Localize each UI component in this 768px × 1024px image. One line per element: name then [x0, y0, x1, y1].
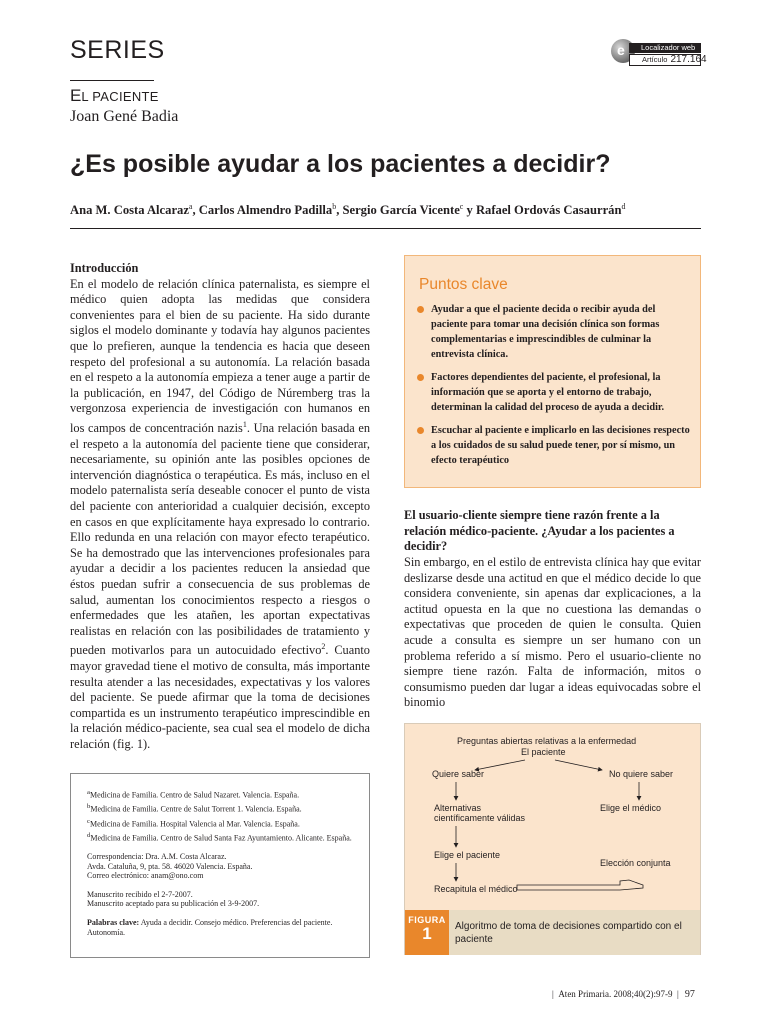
node-not-wants-to-know: No quiere saber [609, 769, 674, 779]
e-globe-icon: e [611, 39, 635, 63]
author-name: Ana M. Costa Alcaraz [70, 203, 189, 218]
web-locator[interactable] [611, 39, 707, 67]
author-name: Sergio García Vicente [342, 203, 460, 218]
page-footer [552, 989, 695, 1000]
footer-separator: | [552, 989, 559, 999]
node-alternatives-2: científicamente válidas [434, 813, 526, 823]
bullet-dot-icon [417, 427, 424, 434]
node-patient: El paciente [521, 747, 566, 757]
article-title: ¿Es posible ayudar a los pacientes a decidir? [70, 150, 611, 178]
affiliation-item [87, 817, 359, 829]
author-separator: , [336, 203, 343, 218]
locator-label: Localizador web [629, 43, 701, 53]
node-wants-to-know: Quiere saber [432, 769, 485, 779]
figure-tag [405, 910, 449, 955]
node-joint-choice: Elección conjunta [600, 858, 671, 868]
node-open-questions: Preguntas abiertas relativas a la enfermedad [457, 736, 637, 746]
key-points-title: Puntos clave [419, 276, 508, 293]
section-editor: Joan Gené Badia [70, 108, 179, 125]
node-doctor-recaps: Recapitula el médico [434, 884, 518, 894]
page-number: 97 [684, 989, 695, 1000]
spacer [87, 911, 359, 918]
key-point-item [417, 370, 692, 415]
reference-mark: 2 [321, 642, 326, 652]
author-affiliation-mark: d [621, 202, 626, 211]
address-line: Avda. Cataluña, 9, pta. 58. 46020 Valencia. España. [87, 861, 253, 871]
section-name [70, 86, 159, 106]
journal-citation: Aten Primaria. 2008;40(2):97-9 [558, 989, 673, 999]
key-point-text: Ayudar a que el paciente decida o recibir ayuda del paciente para tomar una decisión clínica son formas complementarias e imprescindibles de culminar la entrevista clínica. [431, 304, 660, 360]
key-point-text: Escuchar al paciente e implicarlo en las decisiones respecto a los cuidados de su salud puede tener, por sí mismo, un efecto terapéutico [431, 425, 690, 466]
affiliation-text: Medicina de Familia. Centre de Salut Torrent 1. Valencia. España. [90, 804, 302, 814]
section-heading: Introducción [70, 261, 139, 275]
author-affiliation-mark: a [188, 202, 193, 211]
double-arrow-icon [517, 880, 643, 890]
key-point-item [417, 423, 692, 468]
affiliation-item [87, 831, 359, 843]
article-number: 217.164 [670, 54, 707, 65]
key-point-item [417, 302, 692, 362]
bullet-dot-icon [417, 374, 424, 381]
figure-label: FIGURA [408, 915, 446, 925]
paragraph-text: En el modelo de relación clínica paternalista, es siempre el médico quien adopta las medidas que considera convenientes para el bien de su paciente. Ha sido durante siglos el modelo dominante y todavía hay algunos pacientes que lo prefieren, aunque la tendencia es hacia que deseen respeto del profesional a su autonomía. La relación basada en el respeto a la autonomía empieza a tener auge a partir de la publicación, en 1947, del Código de Núremberg tras la vergonzosa experiencia de investigación con humanos en los campos de concentración nazis [70, 276, 370, 436]
author-name: Carlos Almendro Padilla [198, 203, 333, 218]
figure-1 [404, 723, 701, 955]
affiliation-text: Medicina de Familia. Hospital Valencia al Mar. Valencia. España. [89, 819, 300, 829]
keywords-label: Palabras clave: [87, 917, 140, 927]
affiliation-text: Medicina de Familia. Centro de Salud Nazaret. Valencia. España. [89, 790, 300, 800]
keywords-line [87, 918, 359, 937]
author-separator: y [463, 203, 476, 218]
title-divider [70, 228, 701, 229]
figure-number: 1 [422, 924, 432, 943]
affiliation-mark: a [87, 789, 90, 796]
email-line[interactable]: Correo electrónico: anam@ono.com [87, 871, 204, 881]
node-patient-chooses: Elige el paciente [434, 850, 501, 860]
footer-separator: | [672, 989, 679, 999]
decision-flowchart [405, 724, 700, 910]
affiliation-mark: d [87, 831, 91, 839]
key-point-text: Factores dependientes del paciente, el profesional, la información que se aporta y el entorno de trabajo, determinan la calidad del proceso de ayuda a decidir. [431, 372, 665, 413]
key-points-list [417, 302, 692, 476]
keywords-text: Ayuda a decidir. Consejo médico. Preferencias del paciente. Autonomía. [87, 917, 333, 937]
introduction-section [70, 261, 370, 753]
section-rest: L PACIENTE [81, 89, 159, 104]
figure-caption-bar [405, 910, 700, 955]
paragraph-text: . Cuanto mayor gravedad tiene el motivo de consulta, más importante resulta atender a las necesidades, expectativas y los valores del paciente. Se puede afirmar que la toma de decisiones compartida es un instrumento terapéutico imprescindible en la relación médico-paciente, sea cual sea el modelo de dicha relación (fig. 1). [70, 643, 370, 752]
correspondence-line: Correspondencia: Dra. A.M. Costa Alcaraz. [87, 852, 227, 861]
affiliation-text: Medicina de Familia. Centro de Salud Santa Faz Ayuntamiento. Alicante. España. [90, 833, 352, 843]
series-label: SERIES [70, 36, 165, 64]
section-initial: E [70, 86, 82, 105]
key-points-box [404, 255, 701, 488]
accepted-date: Manuscrito aceptado para su publicación el 3-9-2007. [87, 899, 260, 909]
affiliation-mark: c [87, 817, 90, 825]
article-label: Artículo [642, 55, 668, 64]
affiliation-item [87, 802, 359, 814]
subsection-heading: El usuario-cliente siempre tiene razón frente a la relación médico-paciente. ¿Ayudar a los pacientes a decidir? [404, 508, 675, 554]
reference-mark: 1 [242, 419, 247, 429]
locator-article [629, 54, 707, 66]
received-date: Manuscrito recibido el 2-7-2007. [87, 889, 193, 899]
edge-arrow [555, 760, 602, 770]
bullet-dot-icon [417, 306, 424, 313]
author-name: Rafael Ordovás Casaurrán [475, 203, 622, 218]
paragraph-text: Sin embargo, en el estilo de entrevista clínica hay que evitar deslizarse desde una actitud en que el médico decide lo que considera conveniente, sin apenas dar explicaciones, a la actitud opuesta en la que no cuestiona las demandas o expectativas que proceden de quien le consulta. Quien acude a consulta es siempre un ser humano con un problema referido a sí mismo. Pero el usuario-cliente no siempre tiene razón. Falta de información, mitos o consumismo pueden dar lugar a ideas equivocadas sobre el binomio [404, 555, 701, 710]
affiliations-box [70, 773, 370, 958]
spacer [87, 845, 359, 852]
affiliation-mark: b [87, 803, 91, 811]
node-alternatives: Alternativas [434, 803, 482, 813]
spacer [87, 883, 359, 890]
node-doctor-chooses: Elige el médico [600, 803, 662, 813]
series-divider [70, 80, 154, 81]
author-separator: , [192, 203, 199, 218]
figure-caption: Algoritmo de toma de decisiones compartido con el paciente [455, 921, 682, 945]
author-list [70, 202, 625, 218]
affiliation-item [87, 788, 359, 800]
author-affiliation-mark: b [332, 202, 337, 211]
paragraph-text: . Una relación basada en el respeto a la autonomía del paciente tiene que considerar, necesariamente, su opinión ante las posibles opciones de intervención diagnóstica o terapéutica. Es más, incluso en el modelo paternalista sería deseable conocer el punto de vista del paciente con anterioridad a cualquier decisión, excepto en casos en que explícitamente haya expresado lo contrario. Ello redunda en una relación con mayor efecto terapéutico. Se ha demostrado que las intervenciones profesionales para ayudar a decidir a los pacientes reducen la ansiedad que éstos puedan sufrir a consecuencia de sus problemas de salud, aumentan los conocimientos respecto a riesgos o enfermedades que les atañen, les aportan expectativas realistas en relación con las posibilidades de tratamiento y pueden motivarlos para un autocuidado efectivo [70, 421, 370, 658]
author-affiliation-mark: c [459, 202, 464, 211]
